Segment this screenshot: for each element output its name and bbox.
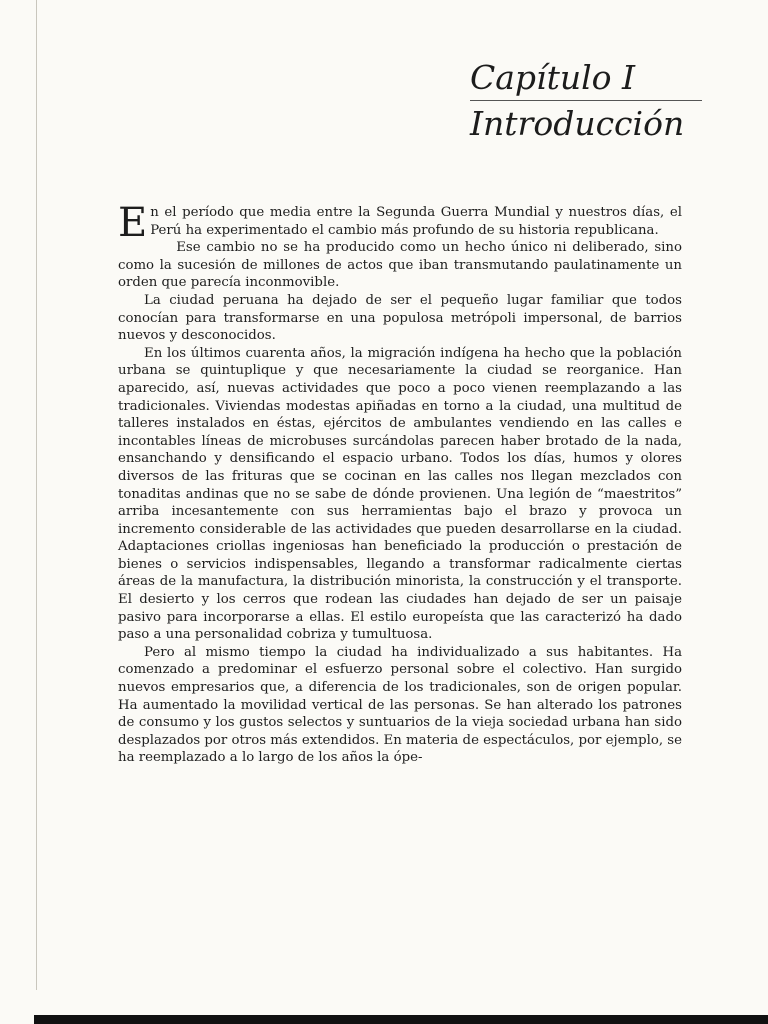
chapter-heading (470, 58, 702, 144)
drop-cap: E (118, 200, 148, 246)
paragraph-4: En los últimos cuarenta años, la migración indígena ha hecho que la población urbana se quintuplique y que necesariamente la ciudad se reorganice. Han aparecido, así, nuevas actividades que poco a poco vienen reemplazando a las tradicionales. Viviendas modestas apiñadas en torno a la ciudad, una multitud de talleres instalados en éstas, ejércitos de ambulantes vendiendo en las calles e incontables líneas de microbuses surcándolas parecen haber brotado de la nada, ensanchando y densificando el espacio urbano. Todos los días, humos y olores diversos de las frituras que se cocinan en las calles nos llegan mezclados con tonaditas andinas que no se sabe de dónde provienen. Una legión de “maestritos” arriba incesantemente con sus herramientas bajo el brazo y provoca un incremento considerable de las actividades que pueden desarrollarse en la ciudad. Adaptaciones criollas ingeniosas han beneficiado la producción o prestación de bienes o servicios indispensables, llegando a transformar radicalmente ciertas áreas de la manufactura, la distribución minorista, la construcción y el transporte. El desierto y los cerros que rodean las ciudades han dejado de ser un paisaje pasivo para incorporarse a ellas. El estilo europeísta que las caracterizó ha dado paso a una personalidad cobriza y tumultuosa. (118, 345, 682, 643)
chapter-title: Introducción (470, 104, 685, 143)
paragraph-5: Pero al mismo tiempo la ciudad ha individualizado a sus habitantes. Ha comenzado a predominar el esfuerzo personal sobre el colectivo. Han surgido nuevos empresarios que, a diferencia de los tradicionales, son de origen popular. Ha aumentado la movilidad vertical de las personas. Se han alterado los patrones de consumo y los gustos selectos y suntuarios de la vieja sociedad urbana han sido desplazados por otros más extendidos. En materia de espectáculos, por ejemplo, se ha reemplazado a lo largo de los años la ópe- (118, 644, 682, 766)
paragraph-1 (118, 200, 682, 246)
chapter-label: Capítulo I (470, 58, 636, 97)
paragraph-1-text: n el período que media entre la Segunda Guerra Mundial y nuestros días, el Perú ha experimentado el cambio más profundo de su historia republicana. (150, 205, 682, 238)
paragraph-2: Ese cambio no se ha producido como un hecho único ni deliberado, sino como la sucesión de millones de actos que iban transmutando paulatinamente un orden que parecía inconmovible. (118, 240, 682, 291)
paragraph-3: La ciudad peruana ha dejado de ser el pequeño lugar familiar que todos conocían para transformarse en una populosa metrópoli impersonal, de barrios nuevos y desconocidos. (118, 292, 682, 344)
page-gutter-line (36, 0, 37, 990)
chapter-divider (470, 100, 702, 101)
page-bottom-edge (34, 1015, 768, 1024)
body-text (118, 200, 682, 767)
